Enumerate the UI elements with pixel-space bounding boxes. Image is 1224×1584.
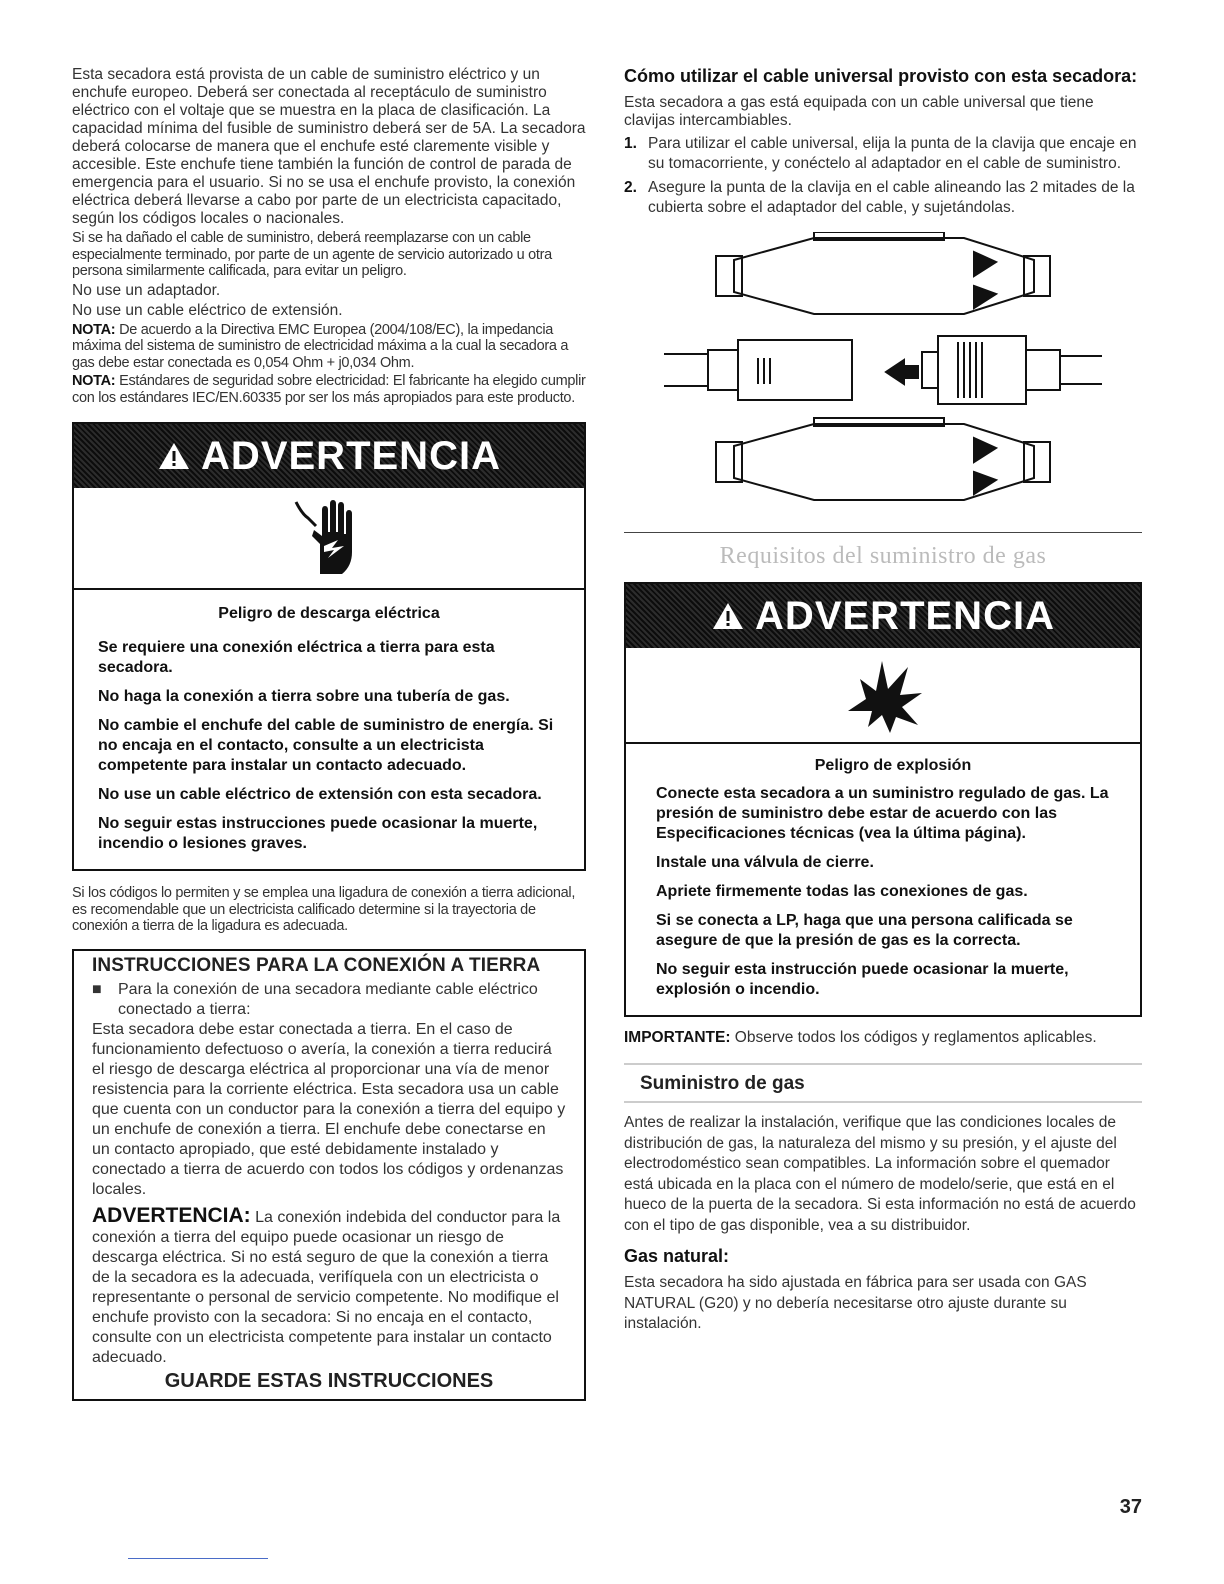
- section-divider: [624, 532, 1142, 533]
- instructions-bullet: [92, 980, 566, 1020]
- step-item: [624, 134, 1142, 174]
- nota-safety: [72, 373, 586, 406]
- save-instructions-footer: GUARDE ESTAS INSTRUCCIONES: [164, 1369, 494, 1392]
- warning-item: No seguir esta instrucción puede ocasionar la muerte, explosión o incendio.: [656, 961, 1069, 998]
- left-column: [72, 66, 586, 1401]
- instructions-paragraph: Esta secadora debe estar conectada a tierra. En el caso de funcionamiento defectuoso o avería, la conexión a tierra reducirá el riesgo de descarga eléctrica al proporcionar una vía de menor resistencia para la corriente eléctrica. Esta secadora usa un cable que cuenta con un conductor para la conexión a tierra del equipo y un enchufe de conexión a tierra. El enchufe debe conectarse en un contacto apropiado, que esté debidamente instalado y conectado a tierra de acuerdo con todos los códigos y ordenanzas locales.: [92, 1020, 566, 1198]
- warning-body: [74, 590, 584, 869]
- warning-triangle-icon: [157, 441, 191, 471]
- hazard-title: Peligro de explosión: [814, 757, 972, 774]
- page-number: 37: [1119, 1496, 1142, 1518]
- gas-requirements-title: Requisitos del suministro de gas: [719, 543, 1047, 569]
- gas-supply-heading: Suministro de gas: [640, 1073, 805, 1094]
- square-bullet-icon: ■: [92, 980, 102, 998]
- shock-warning-box: [72, 422, 586, 871]
- intro-paragraph: Esta secadora está provista de un cable de suministro eléctrico y un enchufe europeo. Deberá ser conectada al receptáculo de suministro eléctrico con el voltaje que se muestra en la placa de clasificación. La capacidad mínima del fusible de suministro deberá ser de 5A. La secadora deberá colocarse de manera que el enchufe esté claremente visible y accesible. Este enchufe tiene también la función de control de parada de emergencia para el usuario. Si no se usa el enchufe provisto, la conexión eléctrica deberá llevarse a cabo por parte de un electricista capacitado, según los códigos locales o nacionales.: [72, 66, 586, 227]
- section-divider: [624, 1101, 1142, 1103]
- nota-label: NOTA:: [72, 321, 116, 338]
- universal-cable-intro: Esta secadora a gas está equipada con un cable universal que tiene clavijas intercambiables.: [624, 94, 1094, 129]
- no-extension-text: No use un cable eléctrico de extensión.: [72, 301, 343, 319]
- nota-label: NOTA:: [72, 373, 116, 389]
- right-column: [624, 66, 1142, 1335]
- warning-icon-area: [626, 648, 1140, 744]
- nota-text: De acuerdo a la Directiva EMC Europea (2004/108/EC), la impedancia máxima del sistema de suministro de electricidad máxima a la cual la secadora a gas debe estar conectada es 0,054 Ohm + j0,034 Ohm.: [72, 321, 569, 371]
- instructions-warning: [92, 1203, 566, 1368]
- warning-item: No haga la conexión a tierra sobre una tubería de gas.: [98, 688, 510, 705]
- gas-supply-paragraph: Antes de realizar la instalación, verifique que las condiciones locales de distribución de gas, la naturaleza del mismo y su presión, y el ajuste del electrodoméstico sean compatibles. La información sobre el quemador está ubicada en la placa con el número de modelo/serie, que está en el hueco de la puerta de la secadora. Si esta información no está de acuerdo con el tipo de gas disponible, vea a su distribuidor.: [624, 1114, 1136, 1234]
- warning-banner-text: ADVERTENCIA: [201, 433, 501, 478]
- step-item: [624, 178, 1142, 218]
- damaged-cable-paragraph: Si se ha dañado el cable de suministro, deberá reemplazarse con un cable especialmente terminado, por parte de un agente de servicio autorizado u otra persona similarmente calificada, para evitar un peligro.: [72, 230, 552, 279]
- advertencia-text: La conexión indebida del conductor para la conexión a tierra del equipo puede ocasionar un riesgo de descarga eléctrica. Si no está seguro de que la conexión a tierra de la secadora es la adecuada, verifíquela con un electricista o representante o personal de servicio competente. No modifique el enchufe provisto con la secadora: Si no encaja en el contacto, consulte con un electricista competente para instalar un contacto adecuado.: [92, 1208, 561, 1366]
- section-divider: [624, 1063, 1142, 1065]
- warning-item: Conecte esta secadora a un suministro regulado de gas. La presión de suministro debe estar de acuerdo con las Especificaciones técnicas (vea la última página).: [656, 785, 1109, 842]
- universal-cable-heading: Cómo utilizar el cable universal provisto con esta secadora:: [624, 66, 1138, 86]
- step-text: Asegure la punta de la clavija en el cable alineando las 2 mitades de la cubierta sobre el adaptador del cable, y sujetándolas.: [648, 179, 1135, 216]
- explosion-warning-box: [624, 582, 1142, 1017]
- nota-text: Estándares de seguridad sobre electricidad: El fabricante ha elegido cumplir con los estándares IEC/EN.60335 por ser los más apropiados para este producto.: [72, 373, 586, 406]
- warning-triangle-icon: [711, 601, 745, 631]
- warning-banner: [626, 584, 1140, 648]
- warning-item: Apriete firmemente todas las conexiones de gas.: [656, 883, 1028, 900]
- plug-adapter-illustration: [624, 232, 1142, 522]
- important-note: [624, 1029, 1142, 1047]
- warning-item: No cambie el enchufe del cable de suministro de energía. Si no encaja en el contacto, consulte a un electricista competente para instalar un contacto adecuado.: [98, 717, 554, 774]
- step-number: 2.: [624, 179, 637, 196]
- step-number: 1.: [624, 135, 637, 152]
- bullet-text: Para la conexión de una secadora mediante cable eléctrico conectado a tierra:: [118, 980, 538, 1018]
- important-text: Observe todos los códigos y reglamentos aplicables.: [730, 1029, 1097, 1046]
- bonding-paragraph: Si los códigos lo permiten y se emplea una ligadura de conexión a tierra adicional, es recomendable que un electricista calificado determine si la trayectoria de conexión a tierra de la ligadura es adecuada.: [72, 885, 576, 934]
- warning-item: Instale una válvula de cierre.: [656, 854, 874, 871]
- grounding-instructions-box: [72, 949, 586, 1401]
- no-adapter-text: No use un adaptador.: [72, 281, 221, 299]
- warning-body: [626, 744, 1140, 1015]
- instructions-title: INSTRUCCIONES PARA LA CONEXIÓN A TIERRA: [92, 954, 541, 976]
- explosion-icon: [838, 655, 928, 735]
- warning-item: Si se conecta a LP, haga que una persona calificada se asegure de que la presión de gas es la correcta.: [656, 912, 1073, 949]
- advertencia-label: ADVERTENCIA:: [92, 1203, 251, 1227]
- natural-gas-paragraph: Esta secadora ha sido ajustada en fábrica para ser usada con GAS NATURAL (G20) y no debería necesitarse otro ajuste durante su instalación.: [624, 1274, 1087, 1332]
- natural-gas-heading: Gas natural:: [624, 1246, 730, 1266]
- nota-emc: [72, 322, 586, 372]
- electric-shock-hand-icon: [294, 496, 364, 580]
- warning-item: No use un cable eléctrico de extensión con esta secadora.: [98, 786, 542, 803]
- warning-item: Se requiere una conexión eléctrica a tierra para esta secadora.: [98, 639, 495, 676]
- warning-banner: [74, 424, 584, 488]
- step-text: Para utilizar el cable universal, elija la punta de la clavija que encaje en su tomacorriente, y conéctelo al adaptador en el cable de suministro.: [648, 135, 1137, 172]
- warning-icon-area: [74, 488, 584, 590]
- warning-item: No seguir estas instrucciones puede ocasionar la muerte, incendio o lesiones graves.: [98, 815, 538, 852]
- footer-link-line: [128, 1558, 268, 1559]
- warning-banner-text: ADVERTENCIA: [755, 593, 1055, 638]
- hazard-title: Peligro de descarga eléctrica: [218, 605, 440, 622]
- important-label: IMPORTANTE:: [624, 1029, 731, 1046]
